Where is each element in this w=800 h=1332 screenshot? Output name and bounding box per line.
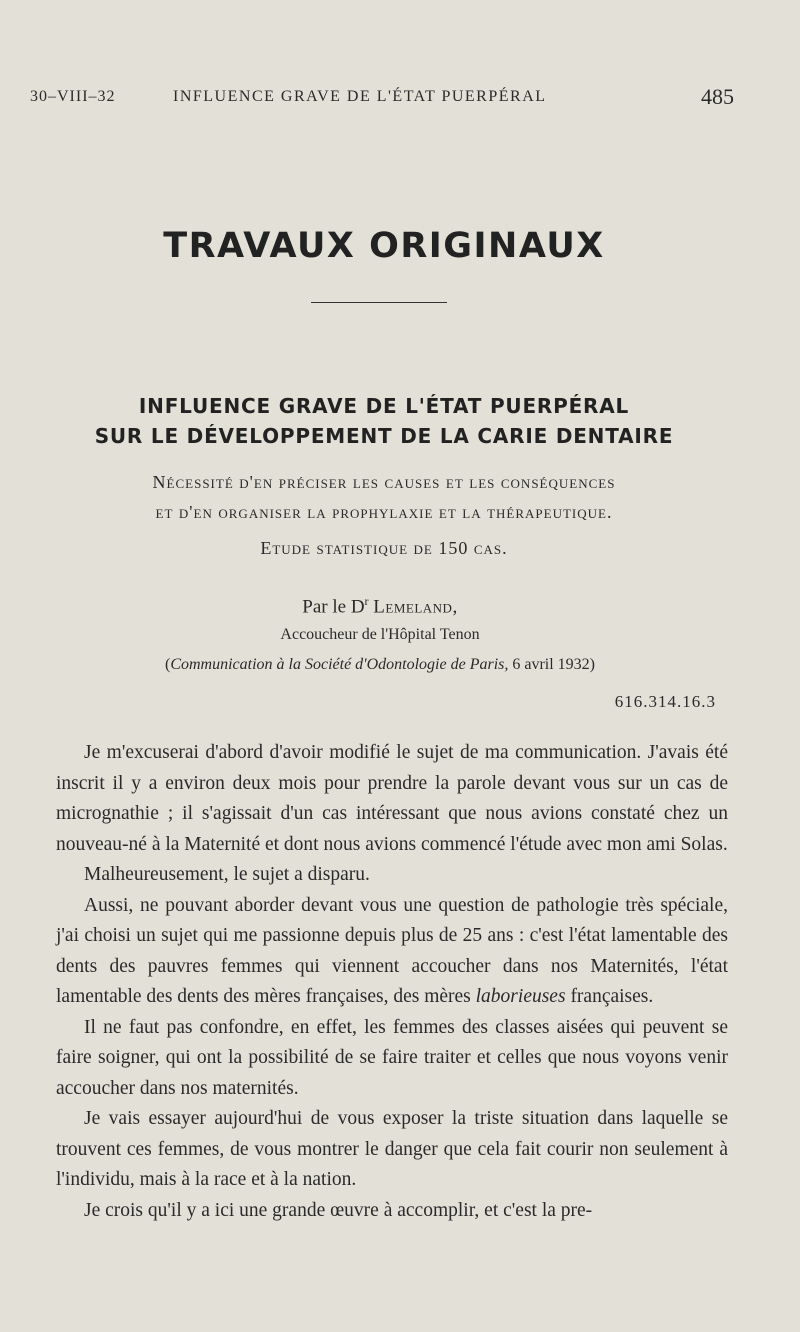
article-title-line-2: SUR LE DÉVELOPPEMENT DE LA CARIE DENTAIRE [94,424,674,448]
communication-venue: Communication à la Société d'Odontologie de Paris, [170,656,509,673]
article-subtitle-line-2: et d'en organiser la prophylaxie et la thérapeutique. [155,502,613,522]
body-paragraph-3 [56,891,728,1013]
page-number: 485 [701,84,734,109]
title-rule [311,302,447,303]
body-paragraph-1: Je m'excuserai d'abord d'avoir modifié le sujet de ma communication. J'avais été inscrit il y a environ deux mois pour prendre la parole devant vous sur un cas de micrognathie ; il s'agissait d'un cas intéressant que nous avions constaté chez un nouveau-né à la Maternité et dont nous avions commencé l'étude avec mon ami Solas. [56,742,728,855]
article-subtitle-line-1: Nécessité d'en préciser les causes et les conséquences [152,472,616,492]
author-affiliation: Accoucheur de l'Hôpital Tenon [280,626,480,643]
communication-note [0,656,760,674]
author-title-sup: r [364,594,369,608]
author-prefix: Par le D [302,596,365,618]
emphasis-laborieuses: laborieuses [475,986,566,1007]
body-paragraph-5: Je vais essayer aujourd'hui de vous exposer la triste situation dans laquelle se trouvent ces femmes, de vous montrer le danger que cela fait courir non seulement à l'individu, mais à la race et à la nation. [56,1108,728,1190]
article-subtitle-line-3: Etude statistique de 150 cas. [260,538,508,558]
running-head-title: INFLUENCE GRAVE DE L'ÉTAT PUERPÉRAL [173,88,547,105]
body-paragraph-4: Il ne faut pas confondre, en effet, les femmes des classes aisées qui peuvent se faire soigner, qui ont la possibilité de se faire traiter et celles que nous voyons venir accoucher dans nos maternités. [56,1016,728,1099]
body-paragraph-3-start: Aussi, ne pouvant aborder devant vous une question de pathologie très spéciale, j'ai choisi un sujet qui me passionne depuis plus de 25 ans : c'est l'état lamentable des dents des pauvres femmes qui viennent accoucher dans nos Maternités, l'état lamentable des dents des mères françaises, des mères [56,894,728,1007]
author-line [0,594,760,618]
section-title: TRAVAUX ORIGINAUX [163,226,605,266]
article-title-line-1: INFLUENCE GRAVE DE L'ÉTAT PUERPÉRAL [138,394,630,418]
article-body [56,738,728,1226]
communication-open: ( [164,656,171,673]
author-name: Lemeland, [373,596,458,618]
body-paragraph-6: Je crois qu'il y a ici une grande œuvre à accomplir, et c'est la pre- [84,1199,593,1221]
body-paragraph-2: Malheureusement, le sujet a disparu. [84,864,370,885]
classification-number: 616.314.16.3 [614,692,716,711]
communication-date: 6 avril 1932) [508,656,596,673]
running-head-date: 30–VIII–32 [30,88,116,105]
body-paragraph-3-end: françaises. [565,986,654,1007]
